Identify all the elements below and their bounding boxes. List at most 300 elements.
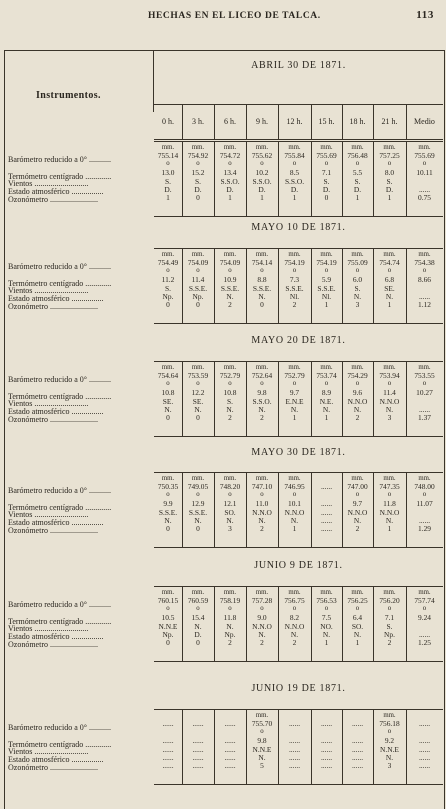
hour-header: 18 h. — [349, 117, 366, 126]
cell-thermometer: 8.8 — [257, 275, 267, 284]
cell-barometer: 756.75 — [284, 596, 305, 605]
row-label: Termómetro centígrado ............. — [8, 392, 112, 401]
cell-ozone: ...... — [192, 761, 204, 770]
cell-barometer: 754.29 — [347, 371, 368, 380]
cell-ozone: 0 — [166, 413, 170, 422]
cell-ozone: 1.37 — [418, 413, 431, 422]
cell-state: Np. — [192, 292, 204, 301]
cell-state: N. — [194, 405, 202, 414]
hour-header: 12 h. — [286, 117, 303, 126]
cell-zeros: o — [422, 160, 427, 167]
cell-zeros: o — [166, 605, 170, 612]
cell-state: Np. — [224, 630, 236, 639]
cell-ozone: 5 — [260, 761, 264, 770]
cell-ozone: 2 — [228, 300, 232, 309]
cell-ozone: 2 — [387, 638, 392, 647]
cell-units: mm. — [351, 251, 364, 258]
hour-header-rule — [311, 105, 312, 139]
cell-winds: ...... — [288, 745, 301, 754]
cell-thermometer: 11.8 — [383, 499, 396, 508]
cell-state: N. — [258, 516, 266, 525]
cell-winds: S. — [195, 177, 201, 186]
row-label: Ozonómetro ........................ — [8, 195, 98, 204]
cell-barometer: 757.74 — [414, 596, 435, 605]
hour-header: 21 h. — [381, 117, 398, 126]
cell-units: mm. — [320, 251, 333, 258]
cell-ozone: ...... — [224, 761, 236, 770]
cell-barometer: 753.55 — [414, 371, 435, 380]
cell-zeros: o — [260, 380, 264, 387]
cell-state: N. — [353, 630, 362, 639]
cell-ozone: ...... — [351, 761, 364, 770]
cell-thermometer: 9.24 — [418, 613, 431, 622]
cell-state: D. — [164, 185, 172, 194]
cell-barometer: 754.14 — [251, 258, 273, 267]
cell-ozone: 1 — [355, 638, 360, 647]
cell-thermometer: 9.8 — [257, 736, 267, 745]
cell-barometer: 756.25 — [347, 596, 368, 605]
cell-zeros: o — [324, 160, 329, 167]
row-label: Termómetro centígrado ............. — [8, 172, 112, 181]
cell-ozone: 1 — [166, 193, 170, 202]
cell-barometer: 755.84 — [284, 151, 305, 160]
cell-units: mm. — [351, 589, 364, 596]
cell-state: N. — [385, 292, 394, 301]
cell-state: ...... — [418, 405, 431, 414]
cell-ozone: 1 — [324, 638, 329, 647]
cell-winds: N.N.O — [252, 508, 272, 517]
cell-thermometer: 10.11 — [416, 168, 433, 177]
cell-ozone: 0.75 — [418, 193, 431, 202]
cell-winds: SO. — [351, 622, 364, 631]
cell-units: mm. — [161, 144, 175, 151]
row-label: Vientos ........................... — [8, 510, 89, 519]
section-date: JUNIO 19 DE 1871. — [251, 683, 346, 694]
cell-state: D. — [258, 185, 266, 194]
cell-zeros: o — [422, 267, 427, 274]
running-head — [0, 8, 446, 26]
row-label: Barómetro reducido a 0° ........... — [8, 486, 111, 495]
row-label: Estado atmosférico ................ — [8, 518, 104, 527]
cell-state: ...... — [162, 753, 174, 762]
hour-header: 15 h. — [318, 117, 335, 126]
row-label: Estado atmosférico ................ — [8, 187, 104, 196]
cell-thermometer: 10.1 — [288, 499, 301, 508]
running-head-title: HECHAS EN EL LICEO DE TALCA. — [148, 11, 321, 21]
cell-winds: S. — [386, 177, 393, 186]
hour-header-rule — [214, 105, 215, 139]
cell-ozone: 1.29 — [418, 524, 431, 533]
cell-thermometer: 9.6 — [352, 388, 363, 397]
cell-winds: SE. — [192, 397, 204, 406]
cell-state: N. — [226, 516, 234, 525]
cell-units: mm. — [418, 251, 431, 258]
cell-ozone: 1 — [387, 300, 392, 309]
row-label: Vientos ........................... — [8, 624, 89, 633]
cell-ozone: 1.25 — [418, 638, 431, 647]
cell-state: ...... — [351, 753, 364, 762]
cell-state: N. — [290, 630, 299, 639]
cell-state: D. — [194, 630, 202, 639]
cell-state: D. — [353, 185, 362, 194]
cell-zeros: o — [196, 160, 200, 167]
cell-state: D. — [322, 185, 331, 194]
cell-state: N. — [258, 292, 266, 301]
cell-barometer: ...... — [192, 719, 204, 728]
cell-units: mm. — [191, 144, 205, 151]
cell-zeros: o — [387, 491, 392, 498]
observation-section — [4, 472, 443, 546]
cell-barometer: 749.05 — [187, 482, 209, 491]
cell-zeros: o — [355, 491, 360, 498]
cell-state: N. — [353, 292, 362, 301]
cell-thermometer: 8.9 — [321, 388, 332, 397]
row-label: Termómetro centígrado ............. — [8, 740, 112, 749]
cell-units: mm. — [288, 589, 301, 596]
cell-ozone: 1 — [292, 524, 297, 533]
cell-zeros: o — [422, 380, 427, 387]
cell-ozone: 0 — [166, 524, 170, 533]
cell-ozone: ...... — [162, 761, 174, 770]
cell-zeros: o — [166, 160, 170, 167]
cell-units: mm. — [161, 364, 175, 371]
cell-winds: S.S.O. — [252, 397, 272, 406]
cell-ozone: 0 — [196, 524, 200, 533]
cell-winds: N.N.O — [284, 622, 305, 631]
cell-thermometer: 8.66 — [418, 275, 431, 284]
cell-barometer: 758.19 — [219, 596, 241, 605]
cell-barometer: 757.28 — [251, 596, 273, 605]
cell-units: mm. — [383, 712, 396, 719]
cell-state: ...... — [320, 753, 333, 762]
cell-state: N. — [385, 516, 394, 525]
cell-state: N. — [353, 405, 362, 414]
cell-barometer: 760.15 — [157, 596, 179, 605]
row-label: Barómetro reducido a 0° ........... — [8, 262, 111, 271]
section-date: ABRIL 30 DE 1871. — [251, 60, 346, 71]
cell-barometer: 754.92 — [187, 151, 209, 160]
cell-winds: S.S.E. — [285, 284, 304, 293]
section-date: MAYO 10 DE 1871. — [251, 222, 346, 233]
cell-barometer: 756.20 — [379, 596, 400, 605]
cell-zeros: o — [260, 160, 264, 167]
cell-zeros: o — [355, 380, 360, 387]
cell-thermometer: 9.0 — [257, 613, 267, 622]
cell-winds: N.N.O — [284, 508, 305, 517]
cell-winds: S.S.E. — [252, 284, 272, 293]
cell-barometer: 753.94 — [379, 371, 400, 380]
cell-winds: E.N.E — [285, 397, 304, 406]
section-date: MAYO 20 DE 1871. — [251, 335, 346, 346]
cell-winds: N.E. — [319, 397, 334, 406]
cell-state: ...... — [418, 753, 431, 762]
hour-header-rule — [373, 105, 374, 139]
cell-thermometer: 7.1 — [384, 613, 395, 622]
cell-zeros: o — [228, 491, 232, 498]
hour-header: Medio — [414, 117, 435, 126]
cell-barometer: 747.35 — [379, 482, 400, 491]
row-label: Barómetro reducido a 0° ........... — [8, 600, 111, 609]
cell-state: N. — [322, 630, 331, 639]
cell-zeros: o — [324, 380, 329, 387]
cell-state: N. — [226, 292, 234, 301]
cell-thermometer: 8.2 — [289, 613, 300, 622]
row-label: Vientos ........................... — [8, 179, 89, 188]
cell-barometer: 760.59 — [187, 596, 209, 605]
cell-thermometer: 6.0 — [352, 275, 363, 284]
cell-state: D. — [194, 185, 202, 194]
cell-barometer: 754.49 — [157, 258, 179, 267]
cell-barometer: ...... — [418, 719, 431, 728]
cell-ozone: 2 — [260, 524, 264, 533]
cell-thermometer: 6.8 — [384, 275, 395, 284]
cell-ozone: 2 — [292, 300, 297, 309]
cell-thermometer: 12.9 — [191, 499, 205, 508]
cell-ozone: 1 — [260, 193, 264, 202]
cell-ozone: 1 — [292, 413, 297, 422]
cell-units: mm. — [191, 364, 205, 371]
cell-state: ...... — [418, 185, 431, 194]
cell-state: ...... — [192, 753, 204, 762]
cell-state: N. — [258, 630, 266, 639]
cell-winds: N. — [194, 622, 202, 631]
cell-barometer: 755.62 — [251, 151, 273, 160]
cell-zeros: o — [355, 605, 360, 612]
cell-state: N. — [258, 405, 266, 414]
cell-thermometer: 15.4 — [191, 613, 205, 622]
cell-barometer: 754.09 — [187, 258, 209, 267]
hour-header-rule — [406, 105, 407, 139]
cell-ozone: 2 — [355, 413, 360, 422]
cell-state: Np. — [162, 630, 174, 639]
cell-winds: S.S.E. — [188, 508, 208, 517]
cell-ozone: 1.12 — [418, 300, 431, 309]
cell-units: mm. — [255, 589, 269, 596]
cell-ozone: 3 — [387, 761, 392, 770]
cell-barometer: 755.69 — [414, 151, 435, 160]
cell-ozone: 1 — [355, 193, 360, 202]
cell-units: mm. — [161, 251, 175, 258]
cell-barometer: 754.64 — [157, 371, 179, 380]
cell-zeros: o — [228, 267, 232, 274]
cell-state: N. — [258, 753, 266, 762]
hour-header: 0 h. — [162, 117, 174, 126]
cell-units: mm. — [418, 589, 431, 596]
cell-units: mm. — [223, 251, 237, 258]
row-label: Ozonómetro ........................ — [8, 640, 98, 649]
row-label: Ozonómetro ........................ — [8, 526, 98, 535]
cell-units: mm. — [320, 589, 333, 596]
cell-ozone: ...... — [288, 761, 301, 770]
cell-state: N. — [385, 405, 394, 414]
cell-thermometer: 9.8 — [257, 388, 267, 397]
cell-thermometer: 11.2 — [161, 275, 175, 284]
cell-barometer: 754.09 — [219, 258, 241, 267]
cell-state: N. — [385, 753, 394, 762]
cell-thermometer: 9.2 — [384, 736, 395, 745]
cell-zeros: o — [166, 267, 170, 274]
cell-units: mm. — [255, 475, 269, 482]
cell-units: mm. — [418, 144, 431, 151]
observation-section — [4, 141, 443, 215]
hour-header: 3 h. — [192, 117, 204, 126]
cell-zeros: o — [196, 267, 200, 274]
cell-ozone: 1 — [292, 193, 297, 202]
cell-winds: S. — [227, 397, 233, 406]
cell-winds: S.S.O. — [220, 177, 240, 186]
cell-ozone: 0 — [324, 193, 329, 202]
page-number: 113 — [416, 9, 434, 21]
cell-winds: ...... — [320, 745, 333, 754]
cell-barometer: 752.79 — [284, 371, 305, 380]
cell-state: Np. — [384, 630, 395, 639]
cell-barometer: 754.19 — [316, 258, 337, 267]
section-date: JUNIO 9 DE 1871. — [254, 560, 343, 571]
hour-header-rule — [342, 105, 343, 139]
cell-ozone: 1 — [228, 193, 232, 202]
row-label: Vientos ........................... — [8, 399, 89, 408]
cell-ozone: 0 — [166, 638, 170, 647]
cell-winds: NO. — [320, 622, 333, 631]
cell-zeros: o — [387, 267, 392, 274]
cell-ozone: 0 — [196, 300, 200, 309]
cell-thermometer: 12.1 — [223, 499, 237, 508]
cell-ozone: ...... — [418, 761, 431, 770]
cell-units: mm. — [288, 251, 301, 258]
cell-state: ...... — [288, 753, 301, 762]
cell-thermometer: 11.8 — [223, 613, 237, 622]
cell-thermometer: 7.5 — [321, 613, 332, 622]
cell-ozone: 1 — [324, 300, 329, 309]
cell-zeros: o — [196, 605, 200, 612]
cell-ozone: 1 — [387, 524, 392, 533]
cell-winds: N.N.O — [252, 622, 272, 631]
instruments-heading: Instrumentos. — [36, 90, 101, 101]
cell-winds: S.S.E. — [220, 284, 240, 293]
cell-ozone: 1 — [387, 193, 392, 202]
cell-thermometer: 6.4 — [352, 613, 363, 622]
cell-winds: S.S.E. — [188, 284, 208, 293]
cell-ozone: 3 — [355, 300, 360, 309]
cell-zeros: o — [355, 267, 360, 274]
cell-zeros: o — [292, 380, 297, 387]
cell-barometer: 756.18 — [379, 719, 400, 728]
cell-ozone: 3 — [228, 524, 232, 533]
cell-units: mm. — [418, 475, 431, 482]
row-label: Termómetro centígrado ............. — [8, 503, 112, 512]
cell-winds: SE. — [162, 397, 174, 406]
cell-barometer: ...... — [320, 482, 333, 491]
cell-winds: ...... — [351, 745, 364, 754]
cell-thermometer: 9.9 — [163, 499, 173, 508]
cell-barometer: 747.10 — [251, 482, 273, 491]
cell-zeros: o — [196, 491, 200, 498]
cell-winds: S. — [386, 622, 393, 631]
cell-zeros: o — [228, 160, 232, 167]
cell-state: Nl. — [289, 292, 300, 301]
cell-units: mm. — [383, 144, 396, 151]
cell-barometer: 753.74 — [316, 371, 337, 380]
cell-state: ...... — [320, 516, 333, 525]
cell-barometer: 755.14 — [157, 151, 179, 160]
cell-units: mm. — [191, 251, 205, 258]
cell-units: mm. — [255, 251, 269, 258]
cell-zeros: o — [166, 380, 170, 387]
cell-barometer: 755.09 — [347, 258, 368, 267]
cell-zeros: o — [196, 380, 200, 387]
cell-thermometer: 10.27 — [416, 388, 433, 397]
cell-units: mm. — [288, 364, 301, 371]
cell-winds: S. — [354, 177, 361, 186]
cell-zeros: o — [228, 605, 232, 612]
cell-state: D. — [290, 185, 299, 194]
cell-thermometer: 15.2 — [191, 168, 205, 177]
cell-barometer: 755.70 — [251, 719, 273, 728]
cell-ozone: ...... — [320, 524, 333, 533]
cell-zeros: o — [387, 605, 392, 612]
cell-ozone: 0 — [196, 413, 200, 422]
cell-ozone: 0 — [196, 638, 200, 647]
cell-units: mm. — [288, 144, 301, 151]
observation-section — [4, 709, 443, 783]
cell-state: ...... — [418, 292, 431, 301]
cell-barometer: 752.64 — [251, 371, 273, 380]
hour-header: 9 h. — [256, 117, 268, 126]
cell-zeros: o — [166, 491, 170, 498]
cell-ozone: 0 — [166, 300, 170, 309]
cell-zeros: o — [422, 605, 427, 612]
cell-thermometer: 10.8 — [223, 388, 237, 397]
cell-winds: S.S.E. — [158, 508, 178, 517]
cell-winds: ...... — [192, 745, 204, 754]
cell-barometer: 746.95 — [284, 482, 305, 491]
cell-units: mm. — [161, 475, 175, 482]
row-label: Estado atmosférico ................ — [8, 755, 104, 764]
cell-units: mm. — [383, 251, 396, 258]
cell-winds: ...... — [162, 745, 174, 754]
cell-units: mm. — [383, 475, 396, 482]
cell-units: mm. — [288, 475, 301, 482]
cell-zeros: o — [422, 491, 427, 498]
cell-thermometer: 11.4 — [191, 275, 205, 284]
cell-zeros: o — [292, 267, 297, 274]
cell-winds: N.N.E — [380, 745, 399, 754]
cell-zeros: o — [324, 605, 329, 612]
observation-section — [4, 361, 443, 435]
row-label: Termómetro centígrado ............. — [8, 279, 112, 288]
cell-ozone: 2 — [228, 413, 232, 422]
cell-thermometer: 13.0 — [161, 168, 175, 177]
cell-units: mm. — [255, 144, 269, 151]
cell-barometer: 754.72 — [219, 151, 241, 160]
cell-winds: ...... — [224, 745, 236, 754]
cell-state: ...... — [418, 516, 431, 525]
cell-thermometer: ...... — [224, 736, 236, 745]
hour-header: 6 h. — [224, 117, 236, 126]
cell-units: mm. — [223, 364, 237, 371]
cell-winds: N.N.E — [252, 745, 272, 754]
cell-barometer: ...... — [351, 719, 364, 728]
row-label: Estado atmosférico ................ — [8, 407, 104, 416]
cell-units: mm. — [351, 475, 364, 482]
cell-ozone: 2 — [260, 413, 264, 422]
cell-zeros: o — [292, 605, 297, 612]
cell-winds: S.S.O. — [284, 177, 305, 186]
cell-units: mm. — [383, 589, 396, 596]
cell-winds: S. — [165, 284, 171, 293]
cell-ozone: 0 — [196, 193, 200, 202]
cell-thermometer: 10.9 — [223, 275, 237, 284]
